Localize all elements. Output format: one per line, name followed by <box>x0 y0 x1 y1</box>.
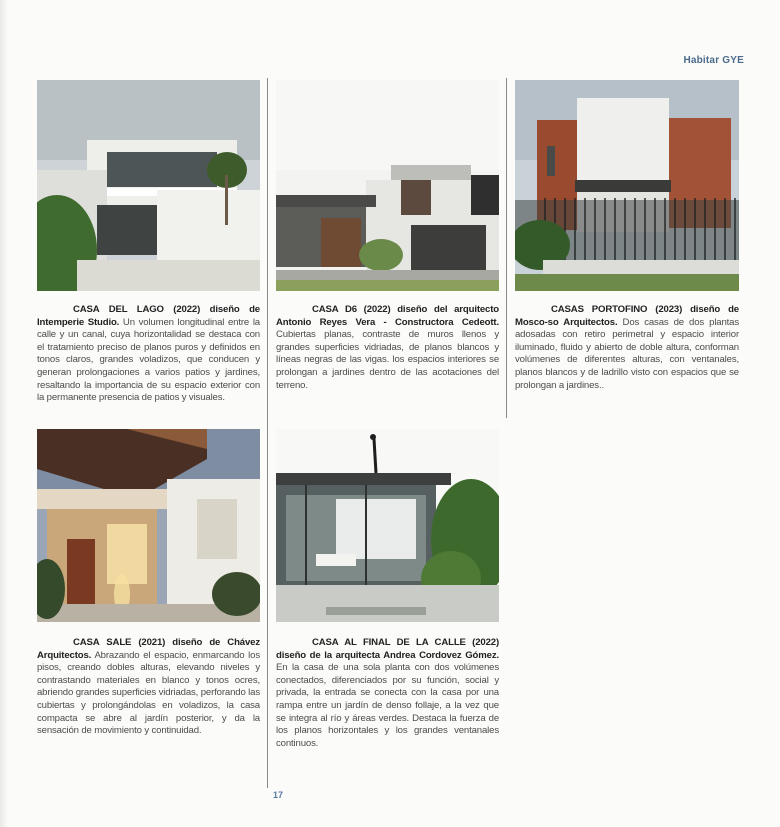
caption-casas-portofino <box>515 304 739 392</box>
caption-body: Abrazando el espacio, enmarcando los pisos, creando dobles alturas, elevando niveles y contrastando materiales en blanco y tonos ocres, abriendo grandes superficies vidriadas, perforando las cubiertas y prolongándolas en voladizos, la casa compacta se abre al jardín posterior, y da la sensación de movimiento y continuidad. <box>37 649 260 737</box>
caption-title: CASAS PORTOFINO (2023) diseño de Mosco-so Arquitectos. <box>515 304 739 328</box>
caption-body: En la casa de una sola planta con dos volúmenes conectados, diferenciados por su función, social y privada, la entrada se conecta con la casa por una rampa entre un jardín de denso follaje, a la vez que se integra al río y áreas verdes. Destaca la fuerza de los planos horizontales y los grandes ventanales continuos. <box>276 662 499 749</box>
caption-casa-d6 <box>276 304 499 392</box>
caption-title: CASA DEL LAGO (2022) diseño de Intemperie Studio. <box>37 304 260 328</box>
page-edge-shadow <box>0 0 8 827</box>
photo-casa-al-final-de-la-calle <box>276 429 499 622</box>
caption-title: CASA D6 (2022) diseño del arquitecto Antonio Reyes Vera - Constructora Cedeott. <box>276 304 499 328</box>
photo-casa-d6 <box>276 80 499 291</box>
page-number: 17 <box>273 790 284 800</box>
caption-body: Dos casas de dos plantas adosadas con retiro perimetral y espacio interior iluminado, fluido y abierto de doble altura, conforman volúmenes de diferentes alturas, con ventanales, planos blancos y de ladrillo visto con espacios que se prolongan a jardines.. <box>515 316 740 391</box>
section-label: Habitar GYE <box>683 55 744 66</box>
caption-casa-sale <box>37 637 260 738</box>
column-divider-left <box>267 78 268 788</box>
photo-casas-portofino <box>515 80 739 291</box>
caption-title: CASA SALE (2021) diseño de Chávez Arquitectos. <box>37 637 260 661</box>
caption-body: Cubiertas planas, contraste de muros llenos y grandes superficies vidriadas, de planos blancos y líneas negras de las vigas. los espacios interiores se prolongan a jardines dentro de las acotaciones del terreno. <box>276 329 499 391</box>
photo-casa-del-lago <box>37 80 260 291</box>
photo-casa-sale <box>37 429 260 622</box>
caption-casa-del-lago <box>37 304 260 405</box>
caption-body: Un volumen longitudinal entre la calle y un canal, cuya horizontalidad se destaca con el tratamiento preciso de planos puros y definidos en tonos claros, grandes voladizos, que conducen y generan prolongaciones a varios patios y jardines, resaltando la importancia de su espacio exterior con la permanente presencia de patios y visuales. <box>37 316 260 404</box>
column-divider-right <box>506 78 507 418</box>
caption-title: CASA AL FINAL DE LA CALLE (2022) diseño de la arquitecta Andrea Cordovez Gómez. <box>276 637 499 661</box>
caption-casa-al-final-de-la-calle <box>276 637 499 750</box>
